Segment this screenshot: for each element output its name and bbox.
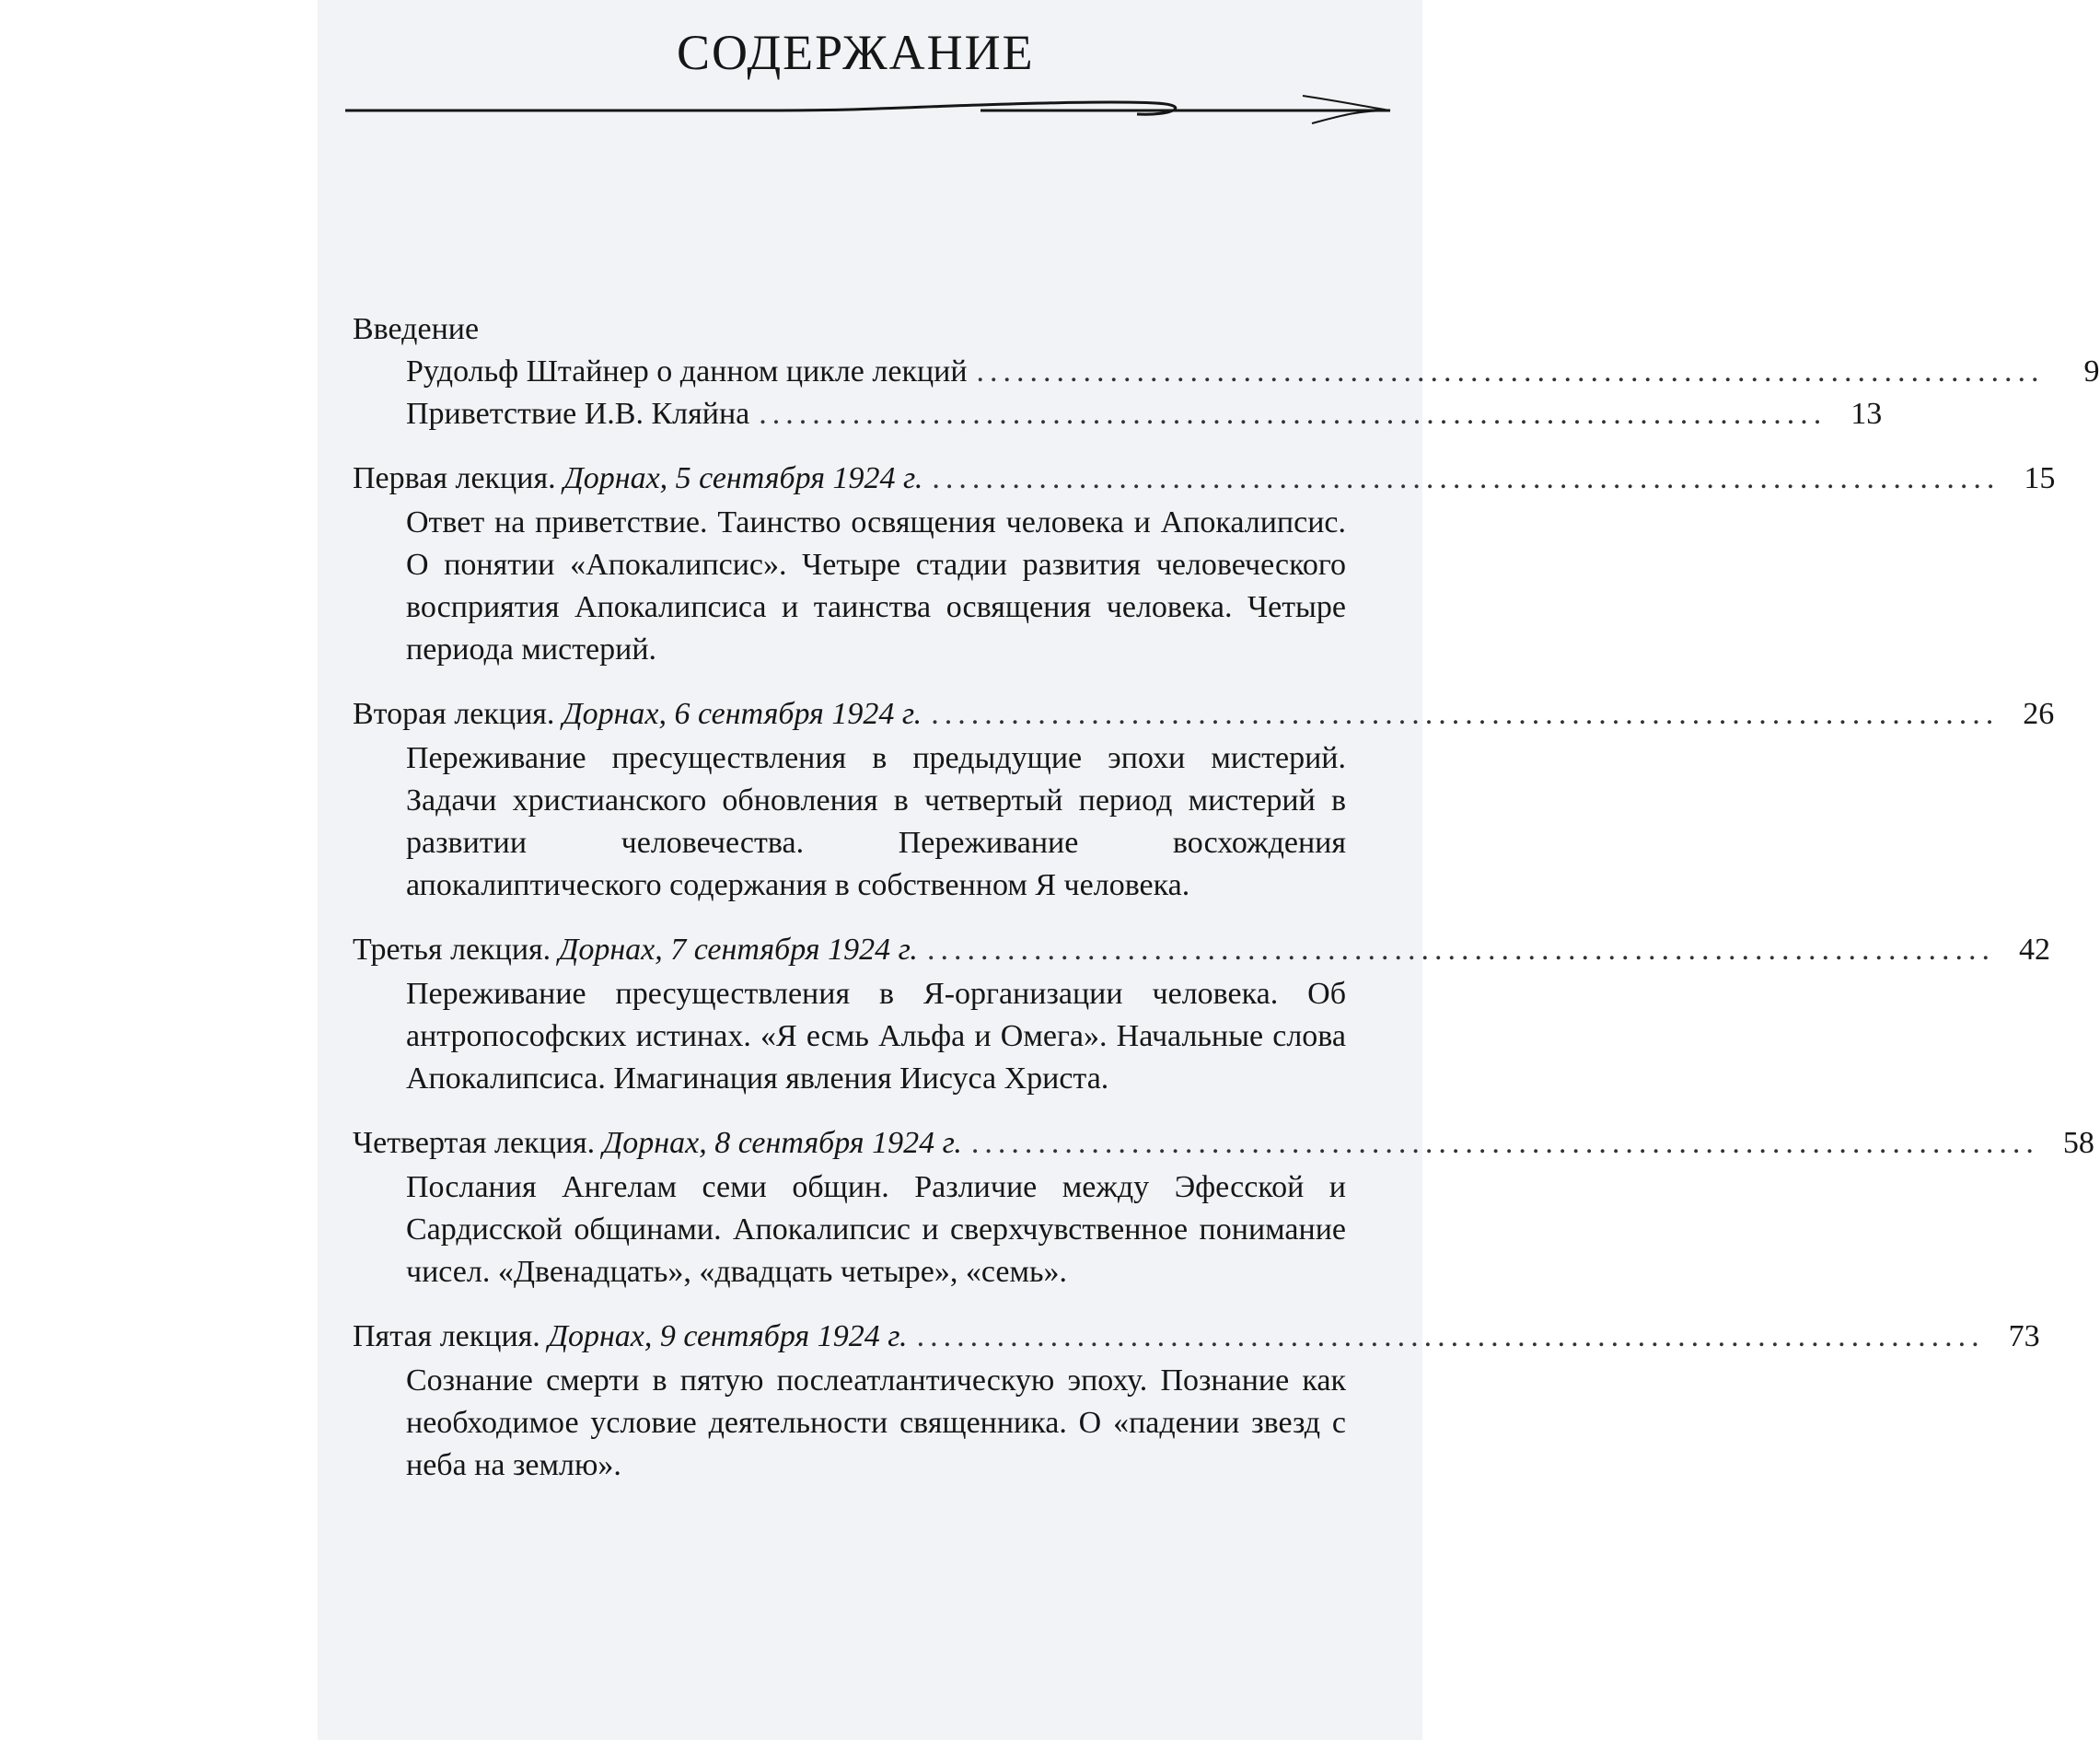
lecture-label: Четвертая лекция. bbox=[353, 1126, 596, 1160]
lecture-summary: Ответ на приветствие. Таинство освящения человека и Апокалипсис. О понятии «Апокалипсис». Четыре стадии развития человеческого восприятия Апокалипсиса и таинства освящения человека. Четыре периода мистерий. bbox=[406, 505, 1346, 667]
lecture-summary: Переживание пресуществления в предыдущие эпохи мистерий. Задачи христианского обновления в четвертый период мистерий в развитии человечества. Переживание восхождения апокалиптического содержания в собственном Я человека. bbox=[406, 741, 1346, 902]
entry-title: Рудольф Штайнер о данном цикле лекций bbox=[406, 354, 968, 389]
toc-entry-lecture-5[interactable] bbox=[353, 1316, 2040, 1358]
toc-entry-lecture-1[interactable] bbox=[353, 458, 2056, 500]
page-number: 13 bbox=[1851, 397, 1883, 431]
lecture-label: Пятая лекция. bbox=[353, 1319, 540, 1353]
book-page bbox=[318, 0, 2100, 1740]
leader-dots: ................................................................................ bbox=[976, 354, 2045, 389]
lecture-date: Дорнах, 5 сентября 1924 г. bbox=[563, 461, 923, 495]
lecture-date: Дорнах, 8 сентября 1924 г. bbox=[602, 1126, 962, 1160]
page-number: 58 bbox=[2062, 1126, 2094, 1160]
toc-entry[interactable] bbox=[353, 393, 1883, 435]
title-flourish bbox=[345, 88, 1390, 125]
lecture-summary: Сознание смерти в пятую послеатлантическую эпоху. Познание как необходимое условие деятельности священника. О «падении звезд с неба на землю». bbox=[406, 1363, 1346, 1482]
leader-dots: ................................................................................ bbox=[916, 1319, 1985, 1353]
toc-entry-lecture-3[interactable] bbox=[353, 929, 2050, 971]
page-number: 26 bbox=[2023, 697, 2055, 731]
lecture-label: Вторая лекция. bbox=[353, 697, 555, 731]
leader-dots: ................................................................................ bbox=[970, 1126, 2039, 1160]
lecture-summary: Переживание пресуществления в Я-организации человека. Об антропософских истинах. «Я есмь Альфа и Омега». Начальные слова Апокалипсиса. Имагинация явления Иисуса Христа. bbox=[406, 977, 1346, 1096]
page-title: СОДЕРЖАНИЕ bbox=[677, 25, 1035, 80]
lecture-label: Третья лекция. bbox=[353, 933, 551, 967]
leader-dots: ................................................................................ bbox=[932, 461, 2001, 495]
lecture-label: Первая лекция. bbox=[353, 461, 556, 495]
toc-intro-heading[interactable] bbox=[353, 308, 1379, 351]
entry-title: Приветствие И.В. Кляйна bbox=[406, 397, 750, 431]
page-number: 15 bbox=[2024, 461, 2056, 495]
leader-dots: ................................................................................ bbox=[759, 397, 1827, 431]
lecture-date: Дорнах, 9 сентября 1924 г. bbox=[548, 1319, 908, 1353]
toc-entry[interactable] bbox=[353, 351, 2100, 393]
toc-entry-lecture-4[interactable] bbox=[353, 1122, 2094, 1165]
leader-dots: ................................................................................ bbox=[931, 697, 2000, 731]
page-number: 9 bbox=[2083, 354, 2100, 389]
page-number: 73 bbox=[2008, 1319, 2040, 1353]
leader-dots: ................................................................................ bbox=[926, 933, 1995, 967]
lecture-summary: Послания Ангелам семи общин. Различие между Эфесской и Сардисской общинами. Апокалипсис и сверхчувственное понимание чисел. «Двенадцать», «двадцать четыре», «семь». bbox=[406, 1170, 1346, 1289]
toc-entry-lecture-2[interactable] bbox=[353, 693, 2055, 736]
lecture-date: Дорнах, 6 сентября 1924 г. bbox=[562, 697, 922, 731]
intro-heading: Введение bbox=[353, 312, 480, 346]
table-of-contents bbox=[353, 308, 2100, 1487]
lecture-date: Дорнах, 7 сентября 1924 г. bbox=[558, 933, 918, 967]
page-number: 42 bbox=[2018, 933, 2050, 967]
